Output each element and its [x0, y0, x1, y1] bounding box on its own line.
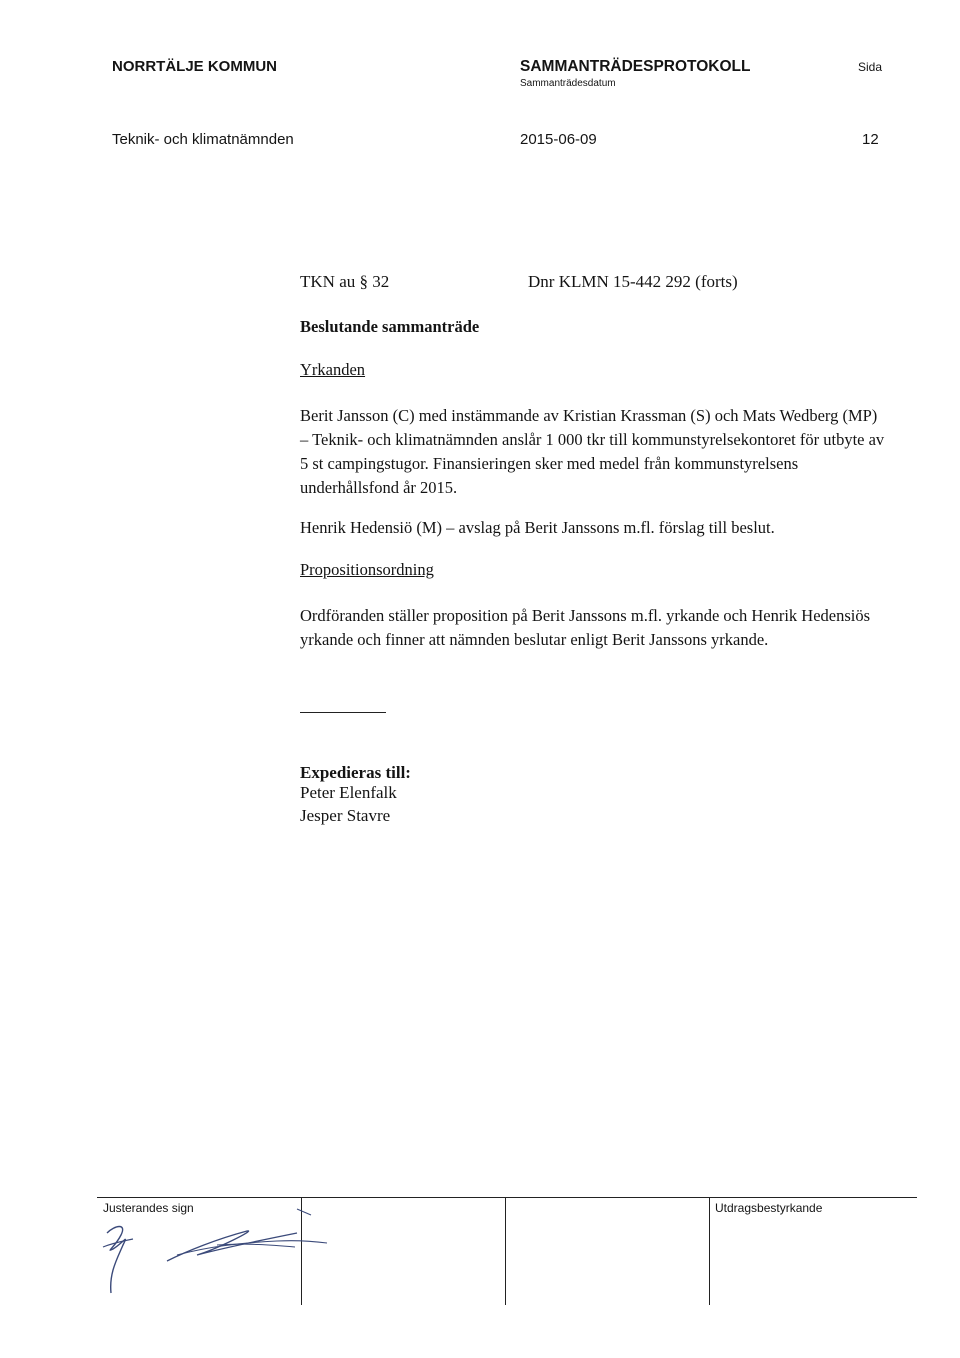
yrkande-paragraph-1: Berit Jansson (C) med instämmande av Kristian Krassman (S) och Mats Wedberg (MP) – Teknik- och klimatnämnden anslår 1 000 tkr till kommunstyrelsekontoret för utbyte av 5 st campingstugor. Finansieringen sker med medel från kommunstyrelsens underhållsfond år 2015. [300, 406, 885, 497]
section-divider [300, 712, 386, 713]
propositionsordning-heading: Propositionsordning [300, 560, 434, 579]
recipient-item: Peter Elenfalk [300, 783, 397, 802]
diary-number: Dnr KLMN 15-442 292 (forts) [528, 272, 738, 291]
document-title: SAMMANTRÄDESPROTOKOLL [520, 58, 751, 75]
footer-top-line [97, 1197, 917, 1198]
justerandes-sign-label: Justerandes sign [103, 1201, 194, 1215]
meeting-date: 2015-06-09 [520, 131, 597, 148]
page-label: Sida [858, 60, 883, 74]
yrkande-paragraph-2: Henrik Hedensiö (M) – avslag på Berit Janssons m.fl. förslag till beslut. [300, 518, 775, 537]
utdragsbestyrkande-label: Utdragsbestyrkande [715, 1201, 823, 1215]
handwritten-signatures [97, 1203, 337, 1298]
section-heading: Beslutande sammanträde [300, 317, 480, 336]
propositionsordning-paragraph: Ordföranden ställer proposition på Berit Janssons m.fl. yrkande och Henrik Hedensiös yrkande och finner att nämnden beslutar enligt Berit Janssons yrkande. [300, 606, 871, 649]
footer-divider [505, 1197, 506, 1305]
signature-box [97, 1197, 917, 1307]
committee-name: Teknik- och klimatnämnden [112, 131, 294, 148]
recipient-item: Jesper Stavre [300, 806, 391, 825]
expedieras-heading: Expedieras till: [300, 763, 411, 782]
yrkanden-heading: Yrkanden [300, 360, 366, 379]
paragraph-reference: TKN au § 32 [300, 272, 390, 291]
municipality-name: NORRTÄLJE KOMMUN [112, 58, 277, 75]
footer-divider [709, 1197, 710, 1305]
page-number: 12 [862, 131, 879, 148]
meeting-date-label: Sammanträdesdatum [520, 78, 616, 89]
